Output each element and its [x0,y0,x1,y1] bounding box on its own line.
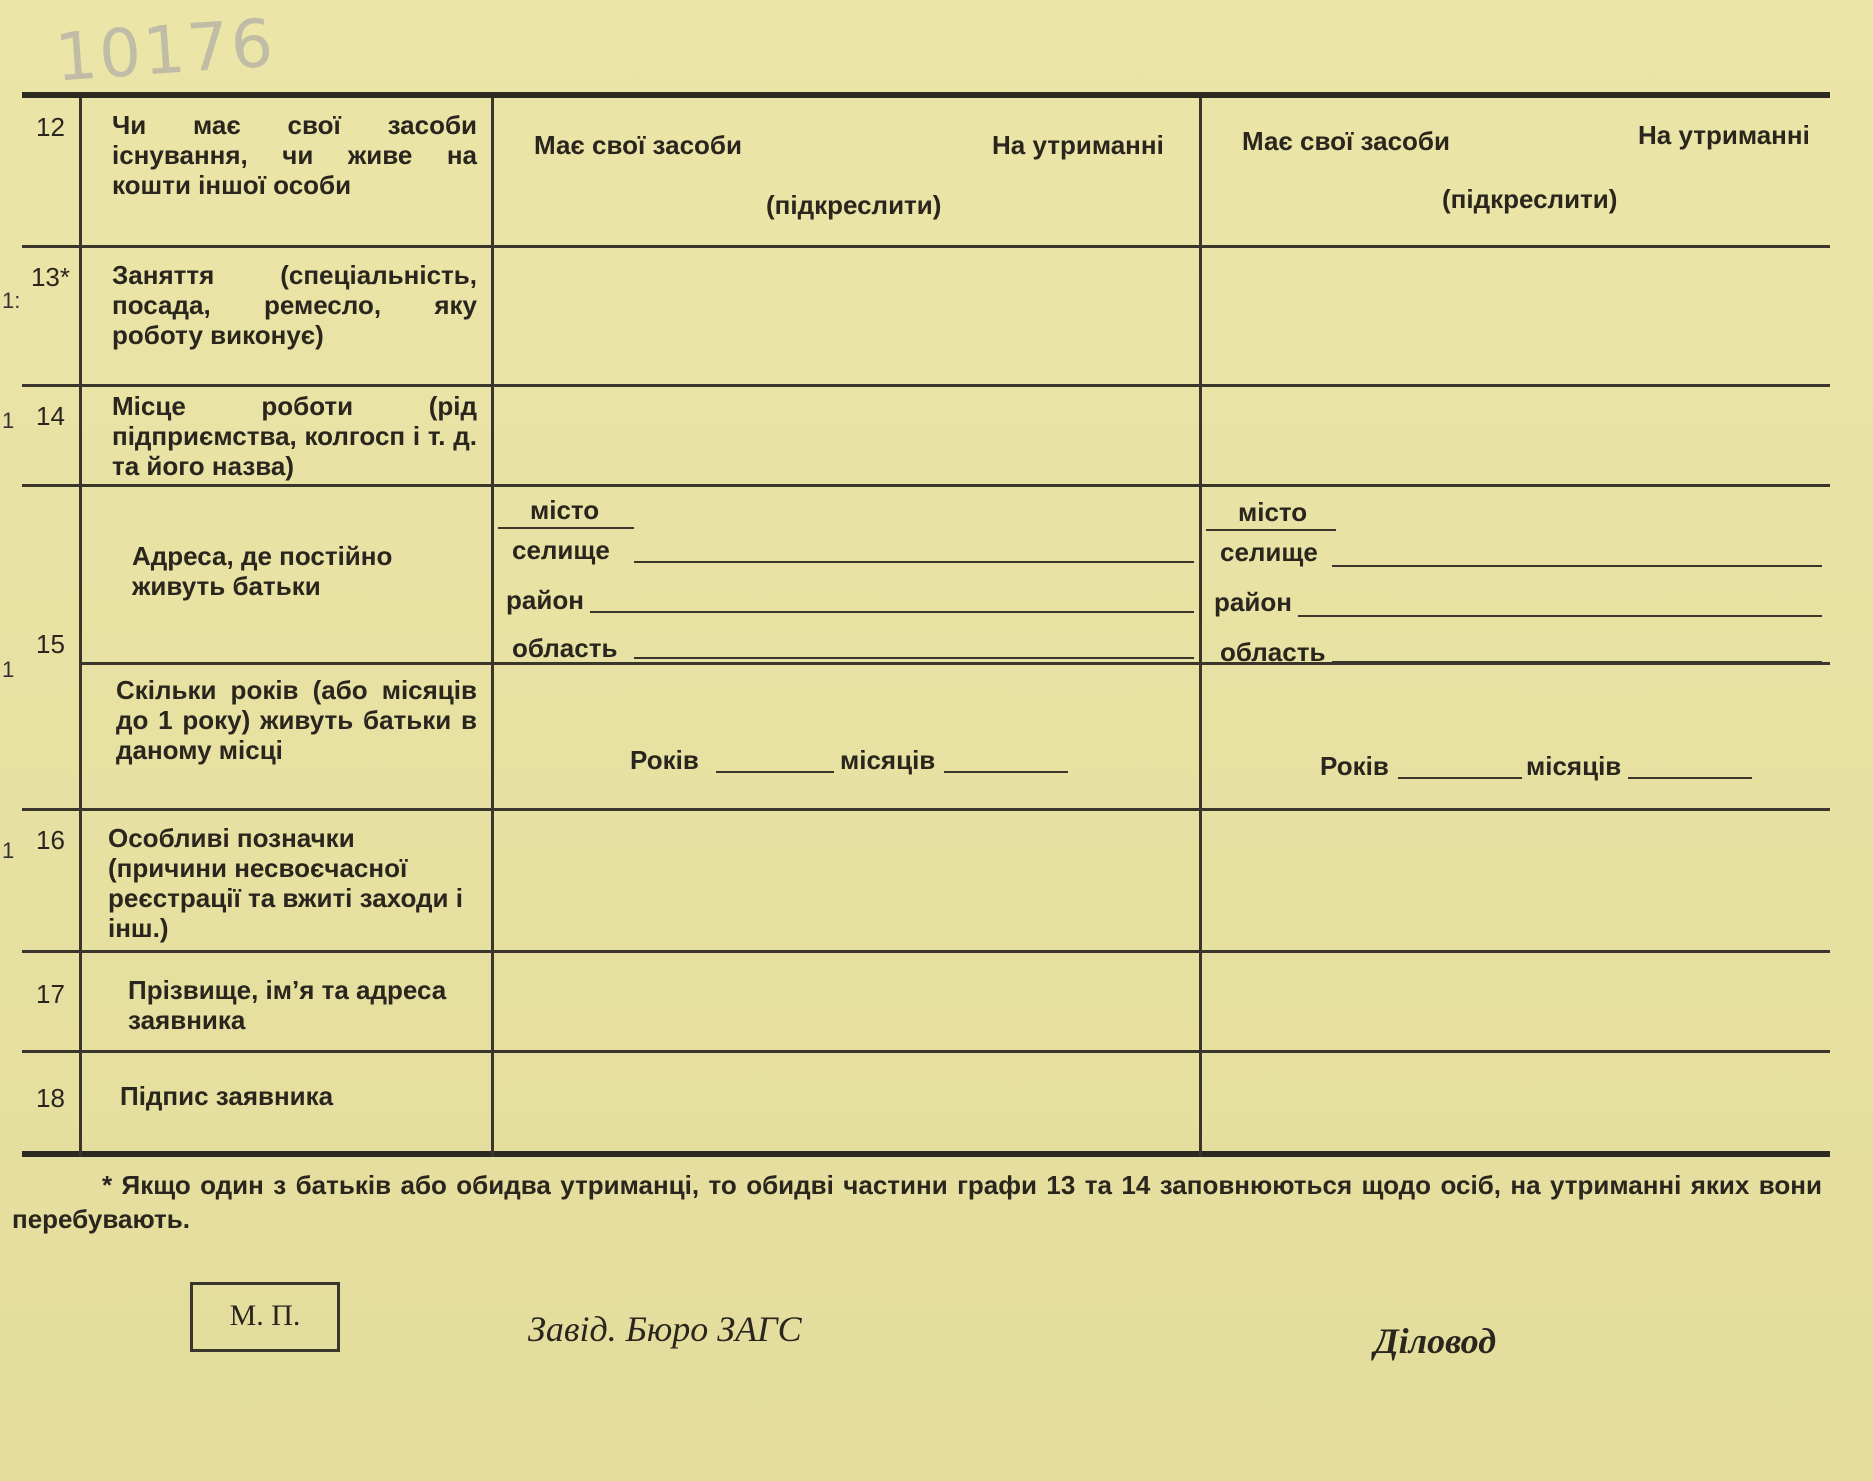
months-label: місяців [1526,751,1622,781]
years-line[interactable] [716,771,834,773]
city-divider [498,527,634,529]
field-settlement: селище [1220,537,1318,567]
table-row [22,487,1830,811]
row-label: Місце роботи (рід підприємства, колгосп і т. д. та його назва) [82,387,494,484]
mother-address-cell[interactable] [1202,487,1830,667]
field-city: місто [530,495,600,525]
table-row [22,811,1830,953]
row-number: 18 [22,1053,82,1157]
underline-hint: (підкреслити) [1442,184,1618,214]
field-district: район [1214,587,1292,617]
option-dependent: На утриманні [1638,120,1810,150]
table-row [22,953,1830,1053]
row-number: 13* [22,248,82,384]
mother-years-cell[interactable] [1202,665,1830,811]
row-label: Підпис заявника [82,1053,494,1157]
option-dependent: На утриманні [992,130,1164,160]
father-address-cell[interactable] [494,487,1202,662]
district-line[interactable] [1298,615,1822,617]
district-line[interactable] [590,611,1194,613]
table-row [22,1053,1830,1157]
mother-cell[interactable] [1202,387,1830,484]
registration-form-table [22,92,1830,1157]
row-label: Заняття (спеціальність, посада, ремесло, яку роботу виконує) [82,248,494,384]
mother-cell[interactable] [1202,811,1830,950]
row-number: 17 [22,953,82,1050]
years-label: Років [630,745,699,775]
row-number: 16 [22,811,82,950]
table-row [22,98,1830,248]
settlement-line[interactable] [634,561,1194,563]
option-own-means: Має свої засоби [534,130,742,160]
table-row [22,387,1830,487]
margin-mark: 1: [2,288,21,313]
mother-cell[interactable] [1202,248,1830,384]
field-region: область [1220,637,1326,667]
years-line[interactable] [1398,777,1522,779]
signature-head-label: Завід. Бюро ЗАГС [528,1309,802,1349]
years-label: Років [1320,751,1389,781]
footnote: * Якщо один з батьків або обидва утриманці, то обидві частини графи 13 та 14 заповнюються щодо осіб, на утриманні яких вони перебувають. [12,1170,1822,1234]
mother-signature-cell[interactable] [1202,1053,1830,1157]
mother-cell[interactable] [1202,98,1830,245]
father-cell[interactable] [494,248,1202,384]
years-subrow [82,665,1830,811]
field-district: район [506,585,584,615]
margin-mark: 1 [2,408,15,433]
margin-mark: 1 [2,657,15,682]
row-label: Прізвище, ім’я та адреса заявника [82,953,494,1050]
settlement-line[interactable] [1332,565,1822,567]
row-number: 14 [22,387,82,484]
region-line[interactable] [634,657,1194,659]
option-own-means: Має свої засоби [1242,126,1450,156]
field-city: місто [1238,497,1308,527]
row-label: Скільки років (або місяців до 1 року) живуть батьки в даному місці [82,665,494,811]
father-years-cell[interactable] [494,665,1202,811]
address-subrow [82,487,1830,665]
signature-clerk-label: Діловод [1374,1321,1497,1361]
archive-number: 10176 [52,4,278,97]
region-line[interactable] [1332,661,1822,663]
months-line[interactable] [1628,777,1752,779]
mother-cell[interactable] [1202,953,1830,1050]
table-row [22,248,1830,387]
father-cell[interactable] [494,387,1202,484]
row-number: 12 [22,98,82,245]
father-signature-cell[interactable] [494,1053,1202,1157]
margin-mark: 1 [2,838,15,863]
father-cell[interactable] [494,953,1202,1050]
city-divider [1206,529,1336,531]
row-label: Адреса, де постійно живуть батьки [82,487,494,662]
father-cell[interactable] [494,811,1202,950]
row-label: Чи має свої засоби існування, чи живе на кошти іншої особи [82,98,494,245]
father-cell[interactable] [494,98,1202,245]
field-settlement: селище [512,535,610,565]
row-number: 15 [22,487,82,808]
stamp-place-box: М. П. [190,1282,340,1352]
months-line[interactable] [944,771,1068,773]
row-label: Особливі позначки (причини несвоєчасної реєстрації та вжиті заходи і інш.) [82,811,494,950]
months-label: місяців [840,745,936,775]
underline-hint: (підкреслити) [766,190,942,220]
field-region: область [512,633,618,663]
